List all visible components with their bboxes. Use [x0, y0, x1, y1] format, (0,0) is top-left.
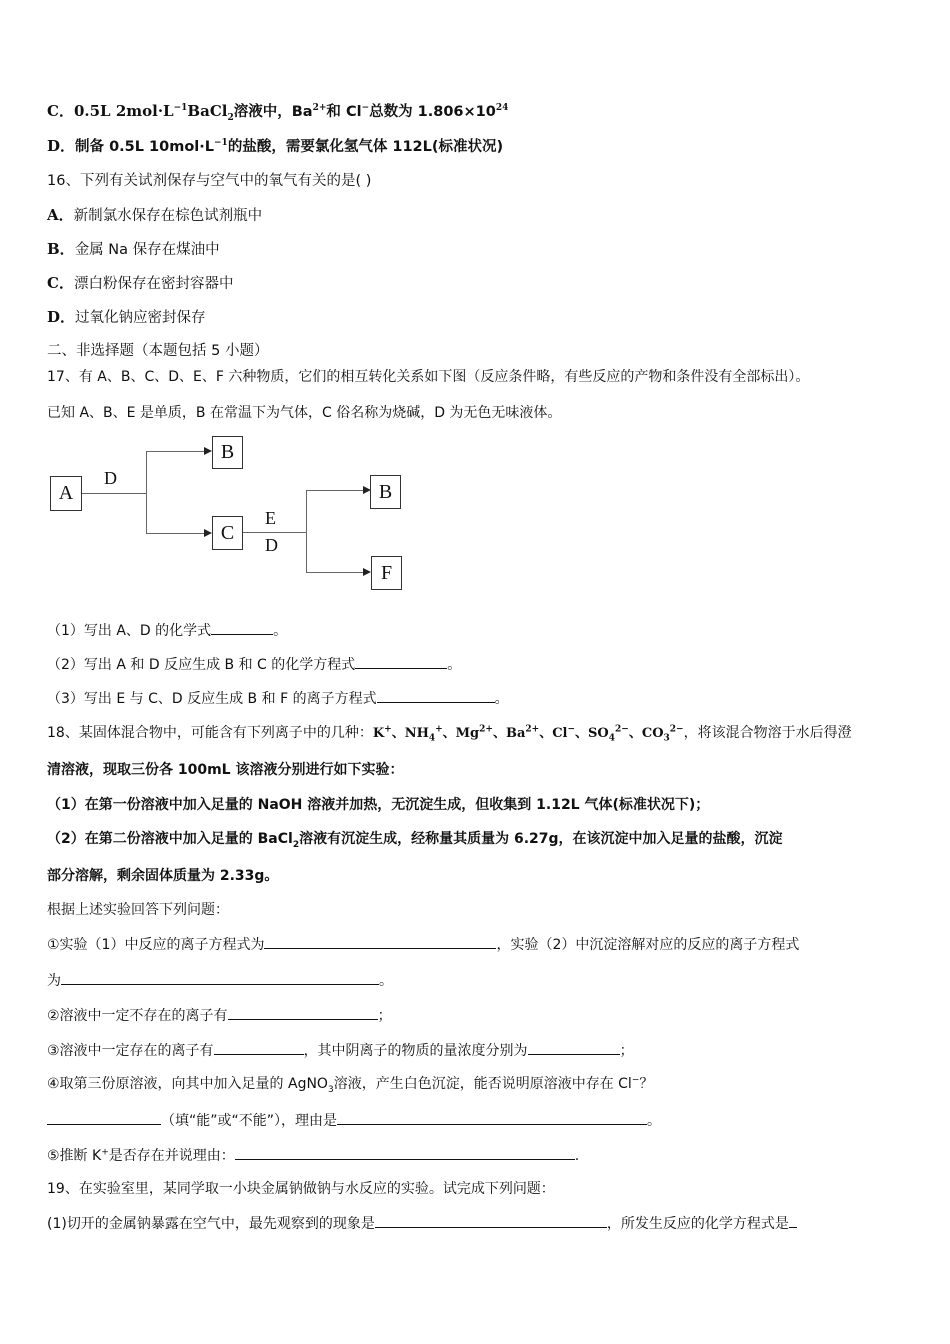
text: 溶液中，Ba: [233, 104, 313, 120]
sup: 2+: [525, 724, 540, 735]
text: 制备 0.5L 10mol·L: [75, 139, 215, 155]
q15-option-d: [47, 136, 503, 157]
edge-line: [82, 493, 147, 494]
text: （2）在第二份溶液中加入足量的 BaCl: [47, 831, 293, 847]
text: K: [372, 726, 385, 741]
option-label: D．: [47, 137, 76, 155]
sub: 3: [663, 733, 670, 744]
text: ，所发生反应的化学方程式是: [606, 1216, 789, 1232]
sup: 2−: [615, 724, 629, 735]
q17-sub3: [47, 688, 509, 709]
q19-stem: 19、在实验室里，某同学取一小块金属钠做钠与水反应的实验。试完成下列问题：: [47, 1181, 555, 1197]
edge-line: [146, 451, 204, 452]
arrow-icon: [204, 447, 212, 455]
answer-blank[interactable]: [355, 654, 447, 669]
q18-stem-line1: [47, 723, 852, 744]
text: ，将该混合物溶于水后得澄: [683, 725, 852, 741]
q16-option-c: [47, 273, 233, 294]
node-c: C: [212, 516, 243, 550]
q17-stem-line1: 17、有 A、B、C、D、E、F 六种物质，它们的相互转化关系如下图（反应条件略，有些反应的产物和条件没有全部标出）。: [47, 369, 810, 385]
answer-blank[interactable]: [47, 1110, 161, 1125]
sub: 2: [227, 113, 234, 123]
q18-prompt: 根据上述实验回答下列问题：: [47, 902, 229, 918]
text: 和 Cl: [326, 104, 362, 120]
branch-line: [306, 490, 307, 573]
q18-item3: [47, 1040, 634, 1061]
sup: −1: [173, 103, 188, 113]
arrow-icon: [363, 568, 371, 576]
text: 。: [273, 623, 288, 639]
text: ；: [619, 1043, 634, 1059]
answer-blank[interactable]: [61, 970, 379, 985]
q18-item5: [47, 1145, 579, 1166]
answer-blank[interactable]: [211, 620, 273, 635]
text: （填“能”或“不能”），理由是: [161, 1113, 338, 1129]
text: 溶液有沉淀生成，经称量其质量为 6.27g，在该沉淀中加入足量的盐酸，沉淀: [299, 831, 783, 847]
q18-item4-line2: [47, 1110, 661, 1131]
text: （2）写出 A 和 D 反应生成 B 和 C 的化学方程式: [47, 657, 356, 673]
option-label: C．: [47, 274, 74, 292]
edge-line: [243, 532, 307, 533]
branch-line: [146, 451, 147, 534]
text: 、Mg: [442, 726, 480, 741]
text: ，其中阴离子的物质的量浓度分别为: [303, 1043, 528, 1059]
text: 。: [494, 691, 509, 707]
sup: 2−: [669, 724, 684, 735]
text: 0.5L 2mol·L: [73, 102, 174, 120]
option-label: A．: [47, 206, 74, 224]
q16-option-a: [47, 205, 262, 226]
q15-option-c: [47, 101, 508, 122]
sup: 2+: [479, 724, 493, 735]
text: 总数为 1.806×10: [369, 104, 496, 120]
text: 溶液，产生白色沉淀，能否说明原溶液中存在 Cl: [333, 1076, 632, 1092]
answer-blank[interactable]: [528, 1040, 620, 1055]
q18-exp1: （1）在第一份溶液中加入足量的 NaOH 溶液并加热，无沉淀生成，但收集到 1.12L 气体(标准状况下)；: [47, 797, 710, 813]
text: 是否存在并说理由：: [108, 1148, 235, 1164]
text: ？: [639, 1076, 654, 1092]
sup: +: [435, 724, 443, 735]
edge-label-e: E: [265, 508, 276, 528]
edge-label-d: D: [104, 468, 117, 488]
text: BaCl: [187, 102, 228, 120]
text: ①实验（1）中反应的离子方程式为: [47, 937, 265, 953]
text: 、NH: [391, 726, 429, 741]
edge-line: [306, 572, 363, 573]
option-text: 漂白粉保存在密封容器中: [73, 276, 234, 292]
text: （3）写出 E 与 C、D 反应生成 B 和 F 的离子方程式: [47, 691, 377, 707]
q18-item2: [47, 1005, 392, 1026]
text: ⑤推断 K: [47, 1148, 102, 1164]
ion-list: [372, 724, 684, 744]
q19-sub1: [47, 1213, 797, 1234]
arrow-icon: [204, 529, 212, 537]
q18-exp2: [47, 829, 783, 849]
q18-exp2-line2: 部分溶解，剩余固体质量为 2.33g。: [47, 868, 279, 884]
sup: 2+: [312, 103, 327, 113]
text: 。: [447, 657, 462, 673]
text: (1)切开的金属钠暴露在空气中，最先观察到的现象是: [47, 1216, 375, 1232]
answer-blank[interactable]: [214, 1040, 304, 1055]
text: 为: [47, 973, 61, 989]
q18-item1: [47, 934, 799, 955]
option-label: B．: [47, 240, 75, 258]
text: 、Ba: [492, 726, 526, 741]
sub: 2: [292, 839, 300, 850]
option-text: 过氧化钠应密封保存: [75, 310, 206, 326]
q17-sub1: [47, 620, 287, 641]
answer-blank[interactable]: [228, 1005, 378, 1020]
option-label: C．: [47, 102, 74, 120]
text: ②溶液中一定不存在的离子有: [47, 1008, 228, 1024]
text: 、CO: [628, 726, 664, 741]
text: ，实验（2）中沉淀溶解对应的反应的离子方程式: [496, 937, 800, 953]
answer-blank[interactable]: [789, 1213, 797, 1228]
edge-line: [306, 490, 363, 491]
text: 。: [647, 1113, 662, 1129]
text: （1）写出 A、D 的化学式: [47, 623, 212, 639]
option-text: 新制氯水保存在棕色试剂瓶中: [73, 208, 263, 224]
node-a: A: [50, 476, 82, 511]
q18-item1-line2: [47, 970, 393, 991]
sup: −: [631, 1075, 640, 1086]
q18-item4: [47, 1074, 653, 1094]
text: 的盐酸，需要氯化氢气体 112L(标准状况): [227, 139, 504, 155]
node-b: B: [370, 475, 401, 509]
text: 、Cl: [539, 726, 568, 741]
q17-stem-line2: 已知 A、B、E 是单质，B 在常温下为气体，C 俗名称为烧碱，D 为无色无味液体。: [47, 405, 562, 421]
sup: −1: [214, 138, 228, 148]
sub: 3: [327, 1084, 334, 1095]
text: 、SO: [575, 726, 609, 741]
q17-sub2: [47, 654, 461, 675]
answer-blank[interactable]: [235, 1145, 575, 1160]
edge-label-d: D: [265, 535, 278, 555]
answer-blank[interactable]: [375, 1213, 607, 1228]
edge-line: [146, 533, 204, 534]
sup: −: [567, 724, 576, 735]
node-f: F: [371, 556, 402, 590]
text: ；: [377, 1008, 392, 1024]
q18-stem-line2: 清溶液，现取三份各 100mL 该溶液分别进行如下实验：: [47, 762, 404, 778]
sub: 4: [608, 733, 616, 744]
sup: +: [384, 724, 392, 735]
sup: 24: [495, 103, 509, 113]
answer-blank[interactable]: [337, 1110, 647, 1125]
text: .: [574, 1148, 580, 1164]
section-heading: 二、非选择题（本题包括 5 小题）: [47, 343, 269, 359]
sup: −: [361, 103, 370, 113]
text: 18、某固体混合物中，可能含有下列离子中的几种：: [47, 725, 373, 741]
text: ③溶液中一定存在的离子有: [47, 1043, 214, 1059]
text: 。: [379, 973, 393, 989]
q16-stem: 16、下列有关试剂保存与空气中的氧气有关的是( ): [47, 173, 372, 189]
sup: +: [101, 1147, 109, 1158]
node-b: B: [212, 436, 243, 469]
answer-blank[interactable]: [264, 934, 496, 949]
text: ④取第三份原溶液，向其中加入足量的 AgNO: [47, 1076, 328, 1092]
option-text: 金属 Na 保存在煤油中: [74, 242, 220, 258]
sub: 4: [428, 733, 436, 744]
q16-option-b: [47, 239, 220, 260]
option-label: D．: [47, 308, 76, 326]
answer-blank[interactable]: [377, 688, 495, 703]
q16-option-d: [47, 307, 206, 328]
